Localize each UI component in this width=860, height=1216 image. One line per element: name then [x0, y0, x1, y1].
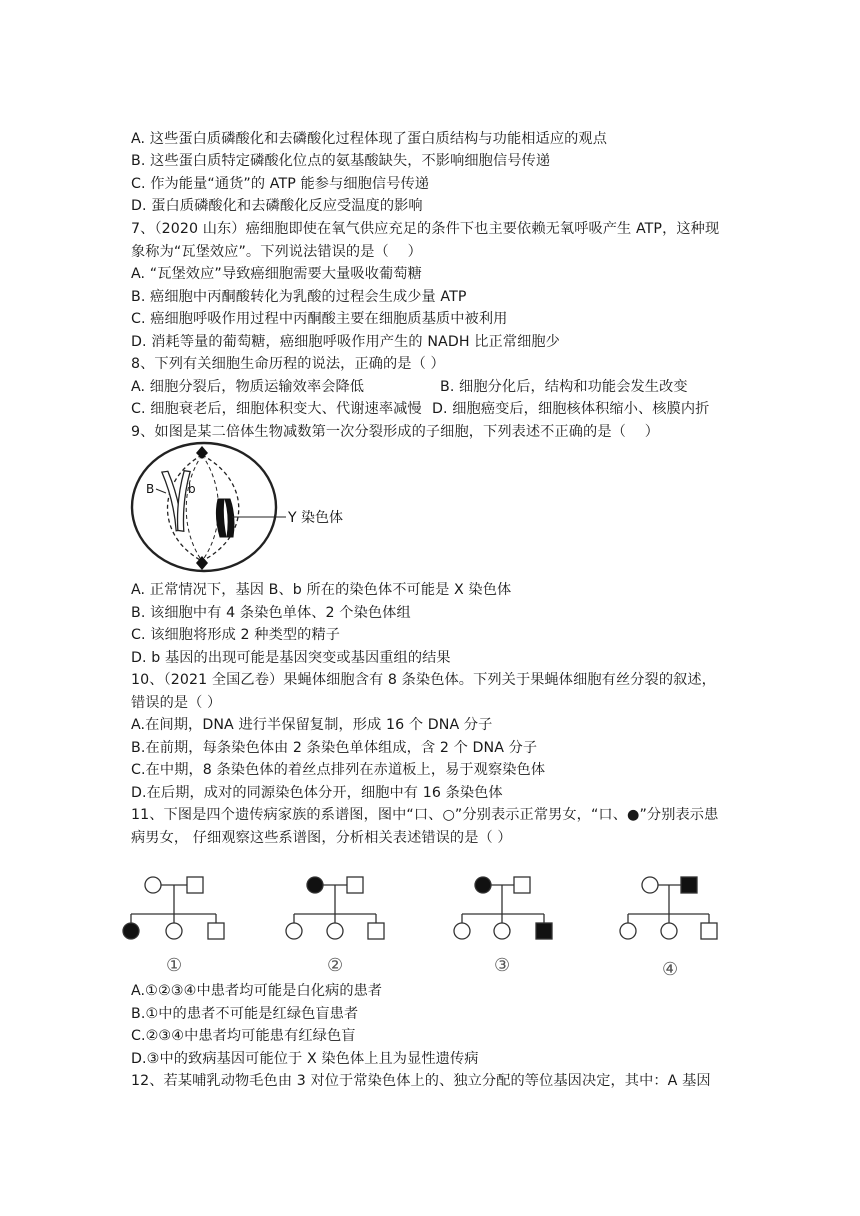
pedigree-1 — [123, 877, 224, 939]
pedigree-label-3: ③ — [494, 955, 511, 976]
cell-membrane — [132, 443, 276, 571]
q6-option-a: A. 这些蛋白质磷酸化和去磷酸化过程体现了蛋白质结构与功能相适应的观点 — [131, 131, 607, 147]
q6-option-b: B. 这些蛋白质特定磷酸化位点的氨基酸缺失，不影响细胞信号传递 — [131, 153, 551, 169]
label-b: b — [188, 482, 196, 496]
q9-option-a: A. 正常情况下，基因 B、b 所在的染色体不可能是 X 染色体 — [131, 582, 512, 598]
q9-stem: 9、如图是某二倍体生物减数第一次分裂形成的子细胞，下列表述不正确的是（ ） — [131, 424, 660, 440]
q7-option-b: B. 癌细胞中丙酮酸转化为乳酸的过程会生成少量 ATP — [131, 289, 467, 305]
label-line-B — [156, 489, 166, 493]
q11-stem-line1: 11、下图是四个遗传病家族的系谱图，图中“口、○”分别表示正常男女，“口、●”分别表示患 — [131, 807, 719, 823]
y-chromosome-chromatid — [216, 499, 226, 537]
q10-option-b: B.在前期，每条染色体由 2 条染色单体组成，含 2 个 DNA 分子 — [131, 740, 538, 756]
q10-option-a: A.在间期，DNA 进行半保留复制，形成 16 个 DNA 分子 — [131, 717, 493, 733]
q6-option-c: C. 作为能量“通货”的 ATP 能参与细胞信号传递 — [131, 176, 430, 192]
q8-option-d: D. 细胞癌变后，细胞核体积缩小、核膜内折 — [432, 401, 710, 417]
q10-stem-line2: 错误的是（ ） — [131, 695, 222, 711]
spindle-fiber — [202, 455, 219, 561]
pedigree-2 — [286, 877, 384, 939]
q11-option-d: D.③中的致病基因可能位于 X 染色体上且为显性遗传病 — [131, 1051, 479, 1067]
q11-option-a: A.①②③④中患者均可能是白化病的患者 — [131, 983, 383, 999]
q7-stem-line2: 象称为“瓦堡效应”。下列说法错误的是（ ） — [131, 244, 422, 260]
q11-stem-line2: 病男女， 仔细观察这些系谱图，分析相关表述错误的是（ ） — [131, 830, 512, 846]
q10-stem-line1: 10、（2021 全国乙卷）果蝇体细胞含有 8 条染色体。下列关于果蝇体细胞有丝分裂的叙述， — [131, 672, 716, 688]
q7-stem-line1: 7、（2020 山东）癌细胞即使在氧气供应充足的条件下也主要依赖无氧呼吸产生 ATP，这种现 — [131, 221, 720, 237]
q8-option-b: B. 细胞分化后，结构和功能会发生改变 — [440, 379, 688, 395]
q8-option-a: A. 细胞分裂后，物质运输效率会降低 — [131, 379, 365, 395]
pedigree-3 — [454, 877, 552, 939]
q9-option-c: C. 该细胞将形成 2 种类型的精子 — [131, 627, 341, 643]
q7-option-a: A. “瓦堡效应”导致癌细胞需要大量吸收葡萄糖 — [131, 266, 422, 282]
q10-option-c: C.在中期，8 条染色体的着丝点排列在赤道板上，易于观察染色体 — [131, 762, 546, 778]
q6-option-d: D. 蛋白质磷酸化和去磷酸化反应受温度的影响 — [131, 198, 423, 214]
pedigree-label-2: ② — [327, 955, 344, 976]
q7-option-d: D. 消耗等量的葡萄糖，癌细胞呼吸作用产生的 NADH 比正常细胞少 — [131, 334, 560, 350]
q11-option-b: B.①中的患者不可能是红绿色盲患者 — [131, 1006, 359, 1022]
q12-stem-line1: 12、若某哺乳动物毛色由 3 对位于常染色体上的、独立分配的等位基因决定，其中：A 基因 — [131, 1073, 711, 1089]
pedigree-4 — [620, 877, 717, 939]
pedigree-label-4: ④ — [662, 959, 679, 980]
label-y-chromosome: Y 染色体 — [288, 510, 344, 526]
label-B: B — [146, 482, 155, 496]
q9-cell-figure — [126, 441, 386, 576]
centrosome-top — [196, 446, 208, 459]
q10-option-d: D.在后期，成对的同源染色体分开，细胞中有 16 条染色体 — [131, 785, 503, 801]
q9-option-b: B. 该细胞中有 4 条染色单体、2 个染色体组 — [131, 605, 411, 621]
pedigree-label-1: ① — [166, 955, 183, 976]
q11-pedigree-figure — [110, 868, 730, 980]
q8-stem: 8、下列有关细胞生命历程的说法，正确的是（ ） — [131, 356, 445, 372]
q7-option-c: C. 癌细胞呼吸作用过程中丙酮酸主要在细胞质基质中被利用 — [131, 311, 508, 327]
q11-option-c: C.②③④中患者均可能患有红绿色盲 — [131, 1028, 356, 1044]
q8-option-c: C. 细胞衰老后，细胞体积变大、代谢速率减慢 — [131, 401, 422, 417]
y-chromosome-chromatid — [225, 499, 234, 537]
q9-option-d: D. b 基因的出现可能是基因突变或基因重组的结果 — [131, 650, 451, 666]
